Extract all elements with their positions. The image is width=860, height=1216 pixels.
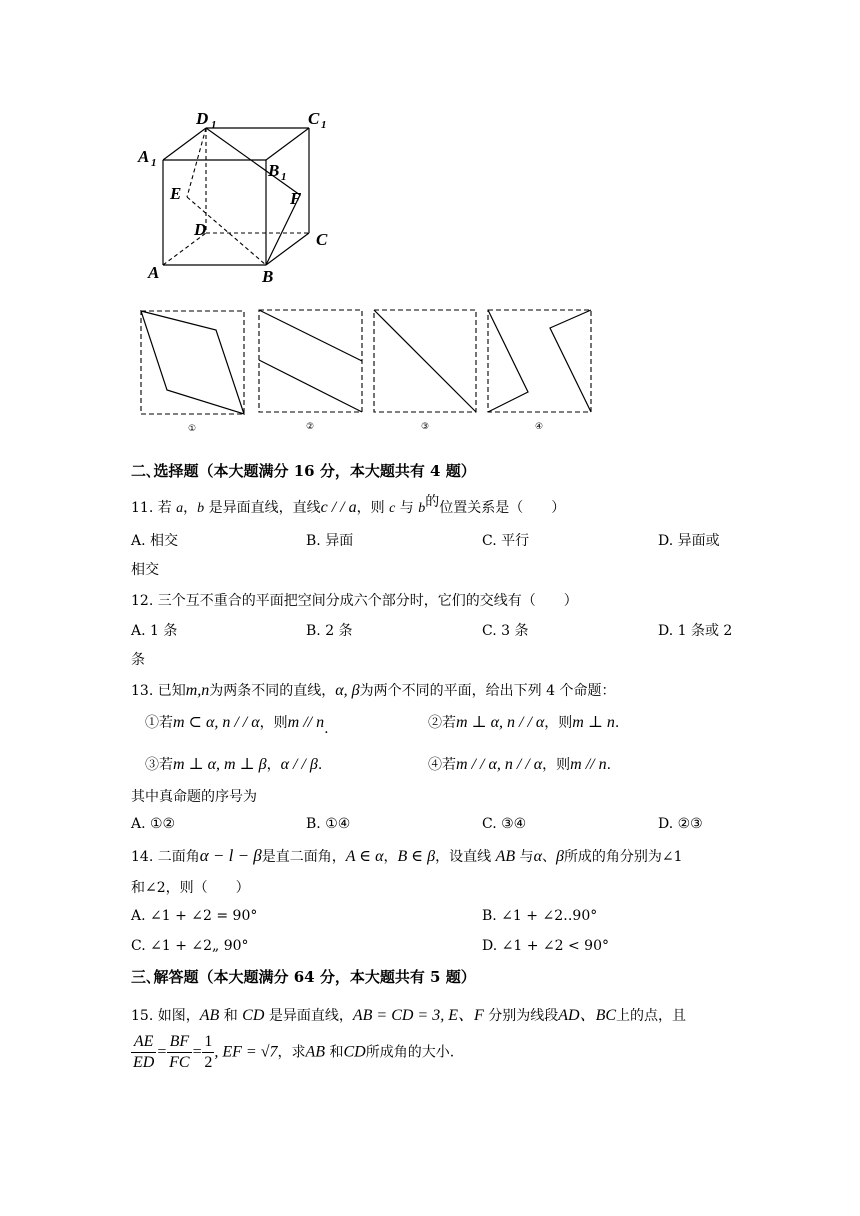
label-C1: C xyxy=(308,109,320,128)
q13-stem: 13. 已知m,n为两条不同的直线，α, β为两个不同的平面，给出下列 4 个命题： xyxy=(131,682,616,699)
label-B1: B xyxy=(268,161,280,180)
projection-options xyxy=(130,300,610,440)
fraction-ae-ed: $\frac{AE}{ED}$ xyxy=(133,1033,155,1071)
q13-proposition-4: ④若m / / α, n / / α，则m // n. xyxy=(428,756,612,773)
q13-proposition-2: ②若m ⊥ α, n / / α，则m ⊥ n. xyxy=(428,714,620,731)
section2-title: 二､选择题（本大题满分 16 分，本大题共有 4 题） xyxy=(131,462,476,480)
q11-stem: 11. 若 a，b 是异面直线，直线c / / a，则 c 与 b的位置关系是（ ） xyxy=(131,494,566,516)
option-label-3: ③ xyxy=(421,422,430,432)
fraction-bf-fc: $\frac{BF}{FC}$ xyxy=(169,1033,190,1071)
label-D1: D xyxy=(196,109,209,128)
q15-condition-line: $\frac{AE}{ED}$ = $\frac{BF}{FC}$ = $\frac{1}{2}$ , EF = √7，求AB 和CD所成角的大小. xyxy=(133,1033,455,1071)
q13-option-a: A. ①② xyxy=(131,816,176,832)
q11-option-b: B. 异面 xyxy=(306,533,354,549)
q12-stem: 12. 三个互不重合的平面把空间分成六个部分时，它们的交线有（ ） xyxy=(131,593,578,609)
q14-stem-line2: 和∠2，则（ ） xyxy=(131,880,250,896)
q13-ask: 其中真命题的序号为 xyxy=(131,789,257,805)
q12-option-d-wrap: 条 xyxy=(131,652,145,668)
label-B1-sub: 1 xyxy=(281,171,287,183)
section3-title: 三､解答题（本大题满分 64 分，本大题共有 5 题） xyxy=(131,968,476,986)
q12-option-a: A. 1 条 xyxy=(131,623,178,639)
option-label-4: ④ xyxy=(535,422,544,432)
q11-option-c: C. 平行 xyxy=(482,533,530,549)
q13-option-d: D. ②③ xyxy=(658,816,703,832)
label-F: F xyxy=(290,189,302,208)
label-C: C xyxy=(316,230,328,249)
label-A1: A xyxy=(138,147,150,166)
q12-option-d: D. 1 条或 2 xyxy=(658,623,733,639)
option-label-1: ① xyxy=(188,424,197,434)
label-D1-sub: 1 xyxy=(211,119,217,131)
q13-proposition-3: ③若m ⊥ α, m ⊥ β，α / / β. xyxy=(145,756,323,773)
q12-option-b: B. 2 条 xyxy=(306,623,353,639)
cube-figure xyxy=(130,100,350,290)
q14-option-c: C. ∠1 + ∠2„ 90° xyxy=(131,938,249,954)
option-label-2: ② xyxy=(306,422,315,432)
q14-option-b: B. ∠1 + ∠2‥90° xyxy=(482,908,598,924)
label-D: D xyxy=(194,220,207,239)
q13-proposition-1: ①若m ⊂ α, n / / α，则m // n. xyxy=(145,714,329,737)
q15-stem: 15. 如图，AB 和 CD 是异面直线，AB = CD = 3, E、F 分别为线段AD、BC上的点，且 xyxy=(131,1007,687,1024)
q14-option-a: A. ∠1 + ∠2 = 90° xyxy=(131,908,258,924)
label-C1-sub: 1 xyxy=(321,119,327,131)
q12-option-c: C. 3 条 xyxy=(482,623,529,639)
q14-stem: 14. 二面角α − l − β是直二面角，A ∈ α，B ∈ β，设直线 AB 与α、β所成的角分别为∠1 xyxy=(131,846,683,865)
label-A1-sub: 1 xyxy=(151,157,157,169)
q11-option-d-wrap: 相交 xyxy=(131,562,159,578)
q13-option-c: C. ③④ xyxy=(482,816,527,832)
fraction-one-half: $\frac{1}{2}$ xyxy=(204,1033,213,1071)
q14-option-d: D. ∠1 + ∠2 < 90° xyxy=(482,938,609,954)
label-B: B xyxy=(262,267,274,286)
label-A: A xyxy=(148,263,160,282)
q11-option-d: D. 异面或 xyxy=(658,533,720,549)
q11-option-a: A. 相交 xyxy=(131,533,179,549)
q13-option-b: B. ①④ xyxy=(306,816,351,832)
label-E: E xyxy=(170,184,182,203)
